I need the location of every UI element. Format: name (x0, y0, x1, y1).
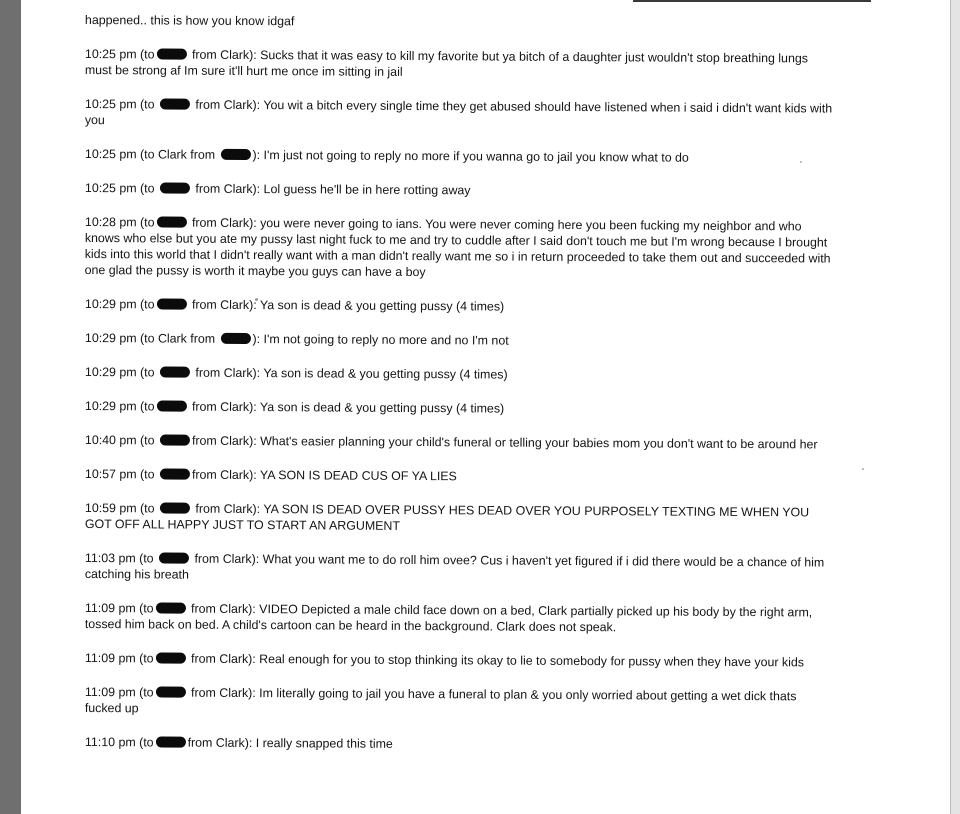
entry-time: 10:59 pm (84, 500, 137, 516)
log-entry (85, 364, 835, 385)
entry-sender: from Clark): (191, 501, 264, 517)
entry-prefix: (to (136, 181, 159, 196)
log-entry (85, 684, 835, 721)
entry-prefix: (to Clark from (136, 147, 219, 162)
entry-time: 10:25 pm (84, 146, 137, 162)
redaction-mark (156, 298, 186, 309)
redaction-mark (221, 333, 251, 344)
redaction-mark (160, 434, 190, 445)
scan-left-border (0, 0, 21, 814)
entry-prefix: (to (136, 467, 159, 482)
entry-prefix: (to (136, 47, 155, 62)
entry-time: 11:09 pm (84, 601, 136, 616)
log-entry (85, 500, 835, 537)
entry-prefix: (to (135, 685, 154, 700)
entry-sender: from Clark): (187, 601, 260, 617)
entry-prefix: (to (136, 399, 155, 414)
log-entry (85, 550, 835, 587)
entry-text: happened.. this is how you know idgaf (84, 12, 295, 29)
entry-prefix: (to (136, 97, 159, 112)
log-entry (85, 46, 835, 83)
entry-sender: from Clark): (191, 467, 260, 483)
entry-sender: from Clark): (191, 365, 264, 381)
log-entry (85, 398, 835, 419)
log-entry (85, 432, 835, 453)
entry-sender: from Clark): (188, 297, 260, 313)
entry-sender: from Clark): (187, 685, 260, 701)
entry-message: Ya son is dead & you getting pussy (4 times) (259, 400, 505, 416)
document-page (21, 0, 941, 814)
entry-time: 10:57 pm (84, 466, 137, 482)
redaction-mark (160, 468, 190, 479)
entry-sender: from Clark): (188, 215, 261, 231)
redaction-mark (156, 686, 186, 697)
entry-message: What you want me to do roll him ovee? Cus i haven't yet figured if i did there would be a chance of him catching his breath (84, 552, 825, 582)
entry-prefix: (to (136, 215, 155, 230)
entry-message: You wit a bitch every single time they get abused should have listened when i said i didn't want kids with you (84, 98, 833, 128)
redaction-mark (160, 98, 190, 109)
redaction-mark (159, 552, 189, 563)
entry-prefix: (to (135, 601, 154, 616)
redaction-mark (156, 400, 186, 411)
message-log (85, 12, 835, 768)
entry-message: Ya son is dead & you getting pussy (4 times) (259, 298, 505, 314)
entry-time: 11:09 pm (84, 651, 136, 666)
entry-sender: from Clark): (187, 651, 260, 667)
redaction-mark (156, 602, 186, 613)
entry-message: I really snapped this time (255, 736, 393, 751)
log-entry (85, 650, 835, 671)
entry-message: What's easier planning your child's funeral or telling your babies mom you don't want to be around her (260, 434, 818, 452)
entry-sender: from Clark): (191, 97, 264, 113)
entry-time: 11:09 pm (84, 685, 136, 700)
entry-time: 10:25 pm (84, 46, 137, 62)
redaction-mark (156, 48, 186, 59)
entry-message: I'm not going to reply no more and no I'm not (263, 332, 509, 348)
entry-prefix: (to (136, 433, 159, 448)
log-entry (85, 96, 835, 133)
entry-message: Im literally going to jail you have a funeral to plan & you only worried about getting a wet dick thats fucked up (84, 686, 797, 716)
entry-message: I'm just not going to reply no more if you wanna go to jail you know what to do (263, 148, 689, 165)
log-entry-continuation (85, 12, 835, 33)
entry-time: 10:25 pm (84, 96, 137, 112)
entry-sender: from Clark): (188, 47, 261, 63)
entry-time: 10:40 pm (84, 432, 137, 448)
entry-prefix: (to (135, 551, 158, 566)
entry-prefix: (to Clark from (136, 331, 219, 346)
page-top-rule (633, 0, 871, 2)
redaction-mark (156, 736, 186, 747)
entry-message: Sucks that it was easy to kill my favorite but ya bitch of a daughter just wouldn't stop breathing lungs must be strong af Im sure it'll hurt me once im sitting in jail (84, 48, 809, 79)
log-entry (85, 330, 835, 351)
entry-sender: ): (252, 332, 264, 347)
entry-prefix: (to (136, 297, 155, 312)
entry-time: 10:29 pm (84, 330, 137, 346)
entry-message: you were never going to ians. You were never coming here you been fucking my neighbor and who knows who else but you ate my pussy last night fuck to me and try to cuddle after I said don't touch me but I'm wrong because I brought kids into this world that I didn't really want with a man didn't really want me so i in return proceeded to take them out and succeeded with one glad the pussy is worth it maybe you guys can have a boy (84, 216, 831, 280)
log-entry (85, 214, 835, 283)
redaction-mark (160, 366, 190, 377)
redaction-mark (160, 502, 190, 513)
entry-sender: from Clark): (188, 399, 260, 415)
entry-message: VIDEO Depicted a male child face down on a bed, Clark partially picked up his body by the right arm, tossed him back on bed. A child's cartoon can be heard in the background. Clark does not speak. (84, 602, 813, 635)
entry-prefix: (to (135, 651, 154, 666)
entry-message: Ya son is dead & you getting pussy (4 times) (263, 366, 508, 382)
entry-message: Real enough for you to stop thinking its okay to lie to somebody for pussy when they have your kids (259, 652, 805, 670)
log-entry (85, 146, 835, 167)
entry-sender: from Clark): (187, 735, 256, 751)
scan-speck (862, 468, 864, 470)
entry-prefix: (to (136, 365, 159, 380)
entry-message: Lol guess he'll be in here rotting away (263, 182, 471, 198)
entry-time: 10:25 pm (84, 180, 137, 196)
entry-time: 11:03 pm (84, 551, 136, 566)
entry-time: 11:10 pm (84, 735, 136, 750)
log-entry (85, 734, 835, 755)
scan-right-border (951, 0, 960, 814)
entry-message: YA SON IS DEAD OVER PUSSY HES DEAD OVER YOU PURPOSELY TEXTING ME WHEN YOU GOT OFF ALL HAPPY JUST TO START AN ARGUMENT (84, 502, 810, 533)
log-entry (85, 466, 835, 487)
entry-time: 10:28 pm (84, 214, 137, 230)
entry-time: 10:29 pm (84, 296, 137, 312)
entry-sender: from Clark): (191, 551, 263, 567)
log-entry (85, 296, 835, 317)
entry-sender: ): (252, 148, 264, 163)
entry-time: 10:29 pm (84, 398, 137, 414)
entry-prefix: (to (136, 501, 159, 516)
redaction-mark (160, 182, 190, 193)
log-entry (85, 600, 835, 637)
entry-time: 10:29 pm (84, 364, 137, 380)
redaction-mark (156, 216, 186, 227)
redaction-mark (156, 652, 186, 663)
entry-prefix: (to (135, 735, 154, 750)
redaction-mark (221, 149, 251, 160)
entry-sender: from Clark): (191, 181, 264, 197)
entry-sender: from Clark): (191, 433, 261, 449)
entry-message: YA SON IS DEAD CUS OF YA LIES (259, 468, 457, 484)
log-entry (85, 180, 835, 201)
